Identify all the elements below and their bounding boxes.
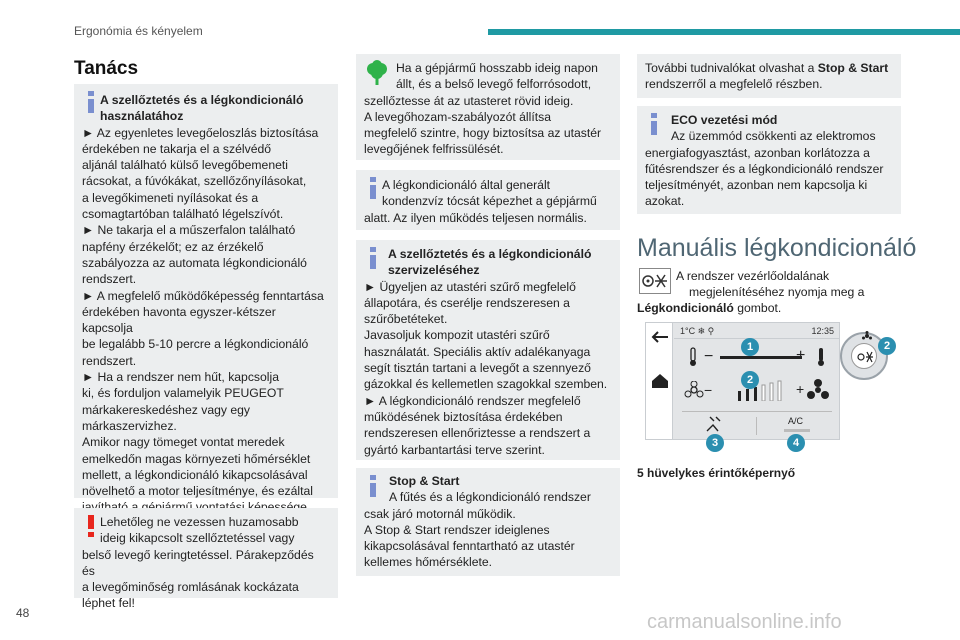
intro-bold: Légkondicionáló [637, 301, 734, 315]
intro-line: megjelenítéséhez nyomja meg a [689, 285, 865, 299]
tip-line: Javasoljuk kompozit utastéri szűrő [364, 328, 550, 343]
page-number: 48 [16, 606, 30, 620]
tip-line: állapotára, és cserélje rendszeresen a [364, 295, 570, 310]
info-box-condensation [356, 170, 620, 230]
section-title-manual-ac: Manuális légkondicionáló [637, 234, 917, 262]
tip-line: márkaszervizhez. [82, 418, 177, 433]
tip-line: aljánál található külső levegőbemeneti [82, 158, 288, 173]
tip-line: növelhető a motor teljesítménye, és ezáltal [82, 484, 314, 499]
info-line: teljesítményét, azonban nem kapcsolja ki [645, 178, 868, 193]
tip-line: Amikor nagy tömeget vontat meredek [82, 435, 285, 450]
thermometer-low-icon [688, 347, 698, 367]
info-box-stop-start [356, 468, 620, 576]
tip-line: megfelelő szintre, hogy biztosítsa az utastér [364, 126, 602, 141]
knob-center [851, 343, 877, 369]
tip-line: szabályozza az automata légkondicionáló [82, 255, 307, 270]
info-title: ECO vezetési mód [671, 113, 778, 127]
info-icon [370, 247, 376, 269]
tip-line: ki, és forduljon valamelyik PEUGEOT [82, 386, 284, 401]
callout-badge-knob-2: 2 [878, 337, 896, 355]
fan-high-icon [806, 379, 830, 401]
temp-plus-button: + [796, 347, 806, 364]
info-line: A légkondicionáló által generált [382, 178, 551, 192]
tip-line: állt, és a belső levegő felforrósodott, [396, 77, 592, 92]
fan-low-icon [684, 381, 704, 399]
fan-plus-button: + [796, 381, 805, 397]
tip-line: gázokkal és kellemetlen szagokkal szemben. [364, 377, 608, 392]
tip-box-sun-parking [356, 54, 620, 160]
note-text: További tudnivalókat olvashat a [645, 61, 818, 75]
tree-icon [366, 60, 388, 86]
info-icon [88, 91, 94, 113]
warning-line: belső levegő keringtetéssel. Párakepződés és [82, 547, 314, 578]
tip-line: érdekében havonta egyszer-kétszer kapcsolja [82, 304, 276, 336]
tip-line: érdekében ne takarja el a szélvédő [82, 141, 272, 156]
warning-icon [88, 515, 94, 537]
info-line: energiafogyasztást, azonban korlátozza a [645, 145, 870, 160]
knob-fan-top-icon [861, 331, 873, 341]
info-line: alatt. Az ilyen működés teljesen normális. [364, 210, 587, 225]
tip-line: működésének biztosítása érdekében [364, 409, 563, 424]
warning-line: léphet fel! [82, 596, 135, 611]
tip-line: ► A megfelelő működőképesség fenntartása [82, 288, 324, 303]
knob-fan-icon [855, 348, 875, 366]
callout-badge-3: 3 [706, 434, 724, 452]
back-arrow-icon [651, 331, 669, 343]
intro-line: A rendszer vezérlőoldalának [676, 269, 830, 283]
note-bold: Stop & Start [817, 61, 889, 75]
tip-line: ► Az egyenletes levegőeloszlás biztosítása [82, 125, 319, 140]
tip-line: rendszert. [82, 353, 137, 368]
clock: 12:35 [811, 326, 834, 336]
screen-sidebar [646, 323, 673, 439]
tip-line: A levegőhozam-szabályozót állítsa [364, 109, 551, 124]
tip-line: ► A légkondicionáló rendszer megfelelő [364, 393, 581, 408]
info-line: A fűtés és a légkondicionáló rendszer [389, 490, 591, 505]
note-line: rendszerről a megfelelő részben. [645, 77, 823, 92]
intro-text: gombot. [733, 301, 782, 315]
header-title: Ergonómia és kényelem [74, 24, 203, 38]
status-indicators: 1°C ❄ ⚲ [680, 326, 715, 336]
screen-divider [682, 411, 832, 412]
note-box-stop-start-ref [637, 54, 901, 98]
screen-status-bar [674, 323, 840, 339]
tip-line: segít tisztán tartani a levegőt a szennyező [364, 361, 591, 376]
tip-line: ► Ha a rendszer nem hűt, kapcsolja [82, 370, 279, 385]
info-line: fűtésrendszer és a légkondicionáló rendszer [645, 161, 884, 176]
watermark: carmanualsonline.info [647, 611, 842, 633]
ac-button-label: A/C [788, 416, 804, 426]
tip-box-ventilation-use [74, 84, 338, 498]
tip-line: márkakereskedéshez vagy egy [82, 402, 251, 417]
tip-line: ► Ne takarja el a műszerfalon található [82, 223, 296, 238]
warning-line: a levegőminőség romlásának kockázata [82, 580, 299, 595]
tip-line: használatát. Speciális aktív adalékanyaga [364, 344, 591, 359]
section-heading-tanacs: Tanács [74, 58, 139, 79]
info-line: kellemes hőmérséklete. [364, 555, 493, 570]
tip-line: csomagtartóban található légelszívót. [82, 207, 284, 222]
info-title: Stop & Start [389, 474, 460, 488]
tip-title: A szellőztetés és a légkondicionáló [388, 247, 592, 261]
page-header [0, 0, 960, 40]
air-distribution-icon [704, 415, 724, 433]
intro-line [637, 300, 781, 316]
info-line: azokat. [645, 194, 685, 209]
info-box-eco-mode [637, 106, 901, 214]
info-icon [370, 475, 376, 497]
thermometer-high-icon [816, 347, 826, 367]
fan-minus-button: − [704, 382, 713, 398]
temperature-bar [720, 356, 802, 359]
tip-line: a levegőkimeneti nyílásokat és a [82, 190, 259, 205]
tip-line: be legalább 5-10 percre a légkondicionáló [82, 337, 309, 352]
info-icon [370, 177, 376, 199]
note-line [645, 60, 891, 76]
tip-line: rendszert. [82, 272, 137, 287]
info-line: kikapcsolásával fenntartható az utastér [364, 539, 575, 554]
screen-divider-vertical [756, 417, 757, 435]
callout-badge-2: 2 [741, 371, 759, 389]
figure-caption: 5 hüvelykes érintőképernyő [637, 466, 796, 480]
info-icon [651, 113, 657, 135]
air-conditioning-icon [639, 268, 671, 294]
warning-line: ideig kikapcsolt szellőztetéssel vagy [100, 531, 295, 546]
tip-title-cont: szervizeléséhez [388, 263, 480, 278]
tip-line: emelkedőn magas környezeti hőmérséklet [82, 451, 311, 466]
tip-line: gyártó karbantartási terve szerint. [364, 442, 545, 457]
tip-line: napfény érzékelőt; ez az érzékelő [82, 239, 264, 254]
home-icon [651, 373, 669, 389]
tip-line: levegőjének felfrissülését. [364, 142, 504, 157]
tip-line: ► Ügyeljen az utastéri szűrő megfelelő [364, 279, 576, 294]
tip-line: rendszeresen ellenőriztesse a rendszert a [364, 426, 591, 441]
tip-line: Ha a gépjármű hosszabb ideig napon [396, 61, 598, 75]
tip-box-maintenance [356, 240, 620, 460]
header-accent-bar [488, 29, 960, 35]
tip-line: rácsokat, a fúvókákat, szellőzőnyílásokat, [82, 174, 307, 189]
tip-title-cont: használatához [100, 109, 184, 124]
tip-title: A szellőztetés és a légkondicionáló [100, 93, 304, 107]
callout-badge-4: 4 [787, 434, 805, 452]
callout-badge-1: 1 [741, 338, 759, 356]
tip-line: mellett, a légkondicionáló kikapcsolásával [82, 467, 308, 482]
info-line: A Stop & Start rendszer ideiglenes [364, 522, 550, 537]
info-line: kondenzvíz tócsát képezhet a gépjármű [382, 194, 597, 209]
ac-indicator [784, 429, 810, 432]
tip-line: szűrőbetéteket. [364, 312, 448, 327]
temp-minus-button: − [704, 348, 714, 365]
tip-line: szellőztesse át az utasteret rövid ideig. [364, 93, 574, 108]
warning-box-recirculation [74, 508, 338, 611]
info-line: csak járó motornál működik. [364, 506, 516, 521]
info-line: Az üzemmód csökkenti az elektromos [671, 129, 876, 144]
warning-line: Lehetőleg ne vezessen huzamosabb [100, 515, 299, 529]
